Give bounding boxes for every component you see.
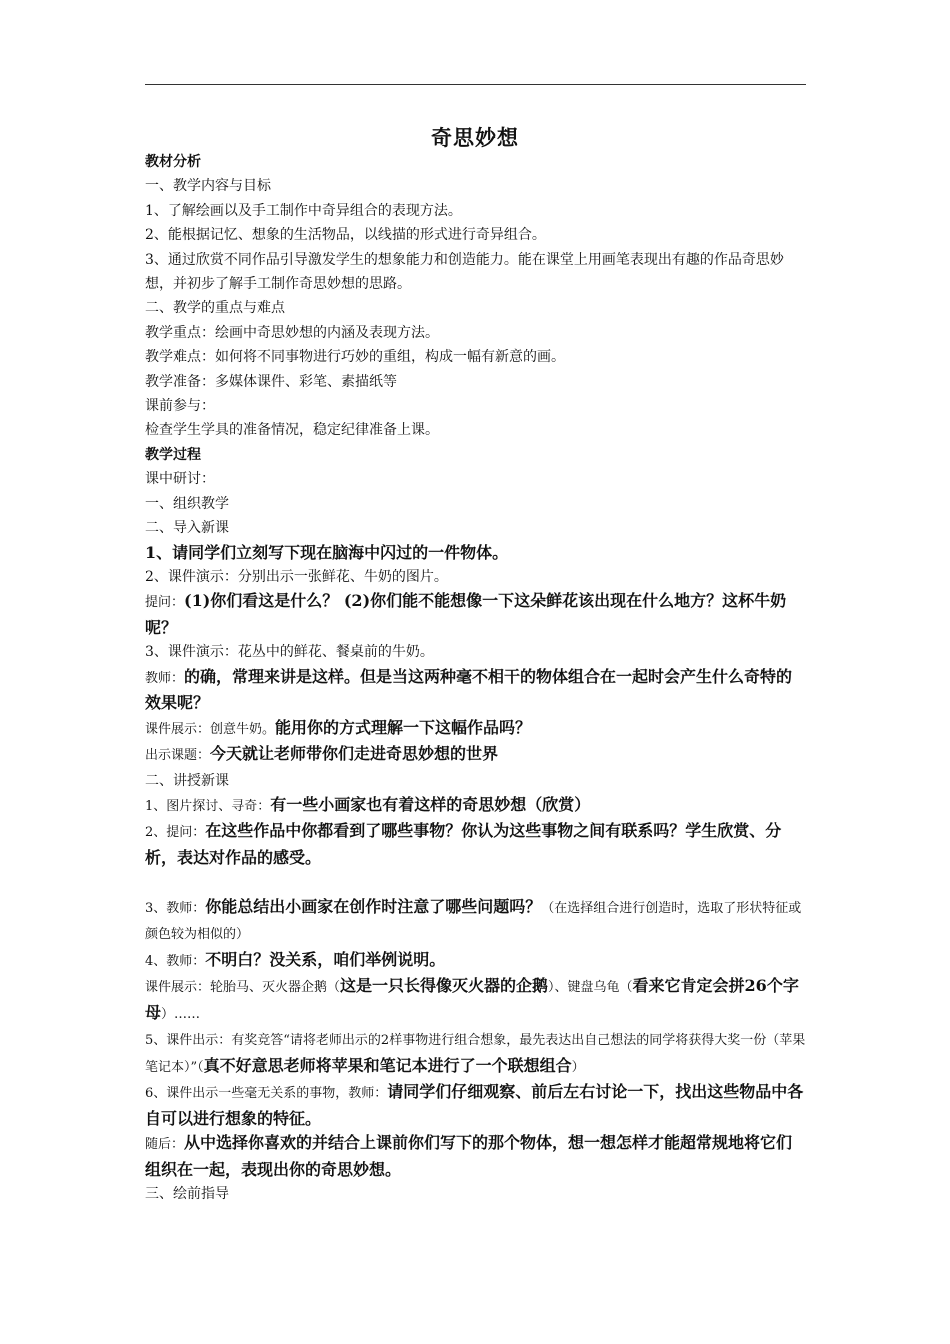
- text-run: (1)你们看这是什么？ (2)你们能不能想像一下这朵鲜花该出现在什么地方？这杯牛奶呢？: [145, 591, 787, 637]
- text-line: 2、课件演示：分别出示一张鲜花、牛奶的图片。: [145, 568, 448, 585]
- text-line: 课中研讨：: [145, 471, 215, 488]
- text-line: 二、导入新课: [145, 520, 229, 537]
- text-paragraph: [145, 895, 807, 948]
- text-run: 提问：: [145, 595, 185, 611]
- text-line: 1、请同学们立刻写下现在脑海中闪过的一件物体。: [145, 542, 509, 562]
- text-paragraph: [145, 974, 807, 1027]
- text-line: [145, 948, 807, 974]
- document-body: [145, 150, 807, 1207]
- text-paragraph: [145, 1027, 807, 1080]
- text-run: 今天就让老师带你们走进奇思妙想的世界: [210, 744, 499, 764]
- text-run: 不明白？没关系，咱们举例说明。: [205, 949, 446, 969]
- text-line: [145, 742, 807, 768]
- text-run: 从中选择你喜欢的并结合上课前你们写下的那个物体，想一想怎样才能超常规地将它们组织在一起，表现出你的奇思妙想。: [145, 1133, 793, 1179]
- text-line: 教学重点：绘画中奇思妙想的内涵及表现方法。: [145, 324, 439, 341]
- text-run: 这是一只长得像灭火器的企鹅: [340, 976, 549, 996]
- page-title: 奇思妙想: [431, 126, 519, 150]
- text-line: 课前参与：: [145, 398, 215, 415]
- text-paragraph: [145, 819, 807, 870]
- blank-line: [145, 870, 807, 895]
- text-line: 一、教学内容与目标: [145, 178, 271, 195]
- text-line: 检查学生学具的准备情况，稳定纪律准备上课。: [145, 422, 439, 439]
- text-run: 5、课件出示：有奖竞答“请将老师出示的2样事物进行组合想象，最先表达出自己想法的同学将获得大奖一份（苹果笔记本）”（: [145, 1033, 806, 1075]
- text-run: 4、教师：: [145, 953, 206, 969]
- text-run: 看来它肯定会拼26个字母: [145, 976, 799, 1022]
- text-run: （在选择组合进行创造时，选取了形状特征或颜色较为相似的）: [145, 900, 802, 943]
- text-run: 教师：: [145, 670, 185, 686]
- text-run: 3、教师：: [145, 900, 206, 916]
- text-run: 有一些小画家也有着这样的奇思妙想（欣赏）: [270, 794, 591, 814]
- text-run: ）、键盘乌龟（: [548, 980, 633, 996]
- text-run: 你能总结出小画家在创作时注意了哪些问题吗？: [205, 896, 542, 916]
- text-line: 一、组织教学: [145, 495, 229, 512]
- text-line: 1、了解绘画以及手工制作中奇异组合的表现方法。: [145, 202, 462, 219]
- text-line: [145, 716, 807, 742]
- text-line: 2、能根据记忆、想象的生活物品，以线描的形式进行奇异组合。: [145, 227, 546, 244]
- text-run: 请同学们仔细观察、前后左右讨论一下，找出这些物品中各自可以进行想象的特征。: [145, 1082, 804, 1128]
- text-run: 随后：: [145, 1137, 185, 1153]
- text-run: 能用你的方式理解一下这幅作品吗？: [275, 717, 532, 737]
- text-run: ）……: [161, 1006, 201, 1022]
- text-run: 在这些作品中你都看到了哪些事物？你认为这些事物之间有联系吗？学生欣赏、分析，表达对作品的感受。: [145, 821, 782, 867]
- text-line: 教学难点：如何将不同事物进行巧妙的重组，构成一幅有新意的画。: [145, 349, 565, 366]
- text-run: 的确，常理来讲是这样。但是当这两种毫不相干的物体组合在一起时会产生什么奇特的效果呢？: [145, 666, 793, 713]
- text-run: 出示课题：: [145, 748, 211, 764]
- text-line: [145, 793, 807, 819]
- text-run: ）: [571, 1059, 585, 1075]
- section-heading: 教学过程: [145, 446, 201, 463]
- text-run: 6、课件出示一些毫无关系的事物，教师：: [145, 1086, 388, 1102]
- text-line: 3、课件演示：花丛中的鲜花、餐桌前的牛奶。: [145, 644, 434, 661]
- text-line: 教学准备：多媒体课件、彩笔、素描纸等: [145, 373, 397, 390]
- text-run: 1、图片探讨、寻奇：: [145, 798, 271, 814]
- text-line: 二、教学的重点与难点: [145, 300, 285, 317]
- text-run: 2、提问：: [145, 825, 206, 841]
- text-run: 课件展示：轮胎马、灭火器企鹅（: [145, 980, 341, 996]
- text-run: 课件展示：创意牛奶。: [145, 721, 276, 737]
- text-run: 真不好意思老师将苹果和笔记本进行了一个联想组合: [203, 1055, 572, 1075]
- section-heading: 教材分析: [145, 154, 201, 170]
- text-paragraph: 3、通过欣赏不同作品引导激发学生的想象能力和创造能力。能在课堂上用画笔表现出有趣的作品奇思妙想，并初步了解手工制作奇思妙想的思路。: [145, 251, 784, 293]
- text-paragraph: [145, 589, 807, 640]
- text-paragraph: [145, 665, 807, 716]
- text-line: 三、绘前指导: [145, 1186, 229, 1203]
- text-paragraph: [145, 1080, 807, 1131]
- header-rule: [145, 84, 806, 85]
- text-line: 二、讲授新课: [145, 772, 229, 789]
- text-paragraph: [145, 1131, 807, 1182]
